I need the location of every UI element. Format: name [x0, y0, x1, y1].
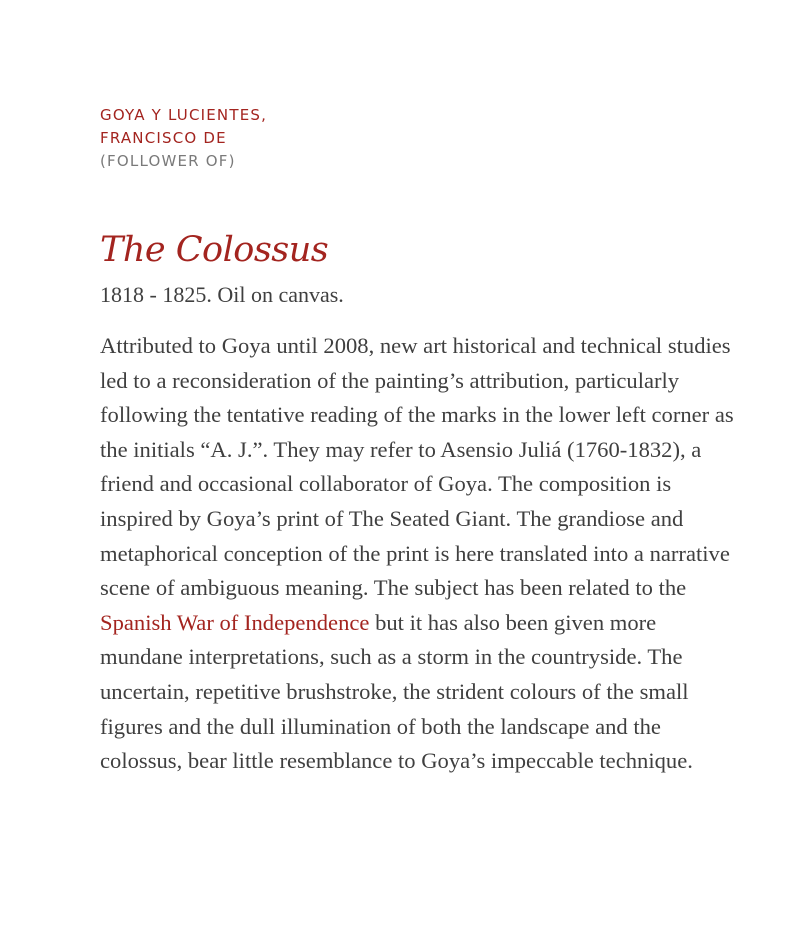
artwork-title: The Colossus — [100, 230, 329, 270]
artwork-date-medium: 1818 - 1825. Oil on canvas. — [100, 282, 344, 307]
artist-name-line-2[interactable]: FRANCISCO DE — [100, 129, 227, 147]
description-text-before-link: Attributed to Goya until 2008, new art historical and technical studies led to a reconsideration of the painting’s attribution, particularly following the tentative reading of the marks in the lower left corner as the initials “A. J.”. They may refer to Asensio Juliá (1760-1832), a friend and occasional collaborator of Goya. The composition is inspired by Goya’s print of The Seated Giant. The grandiose and metaphorical conception of the print is here translated into a narrative scene of ambiguous meaning. The subject has been related to the — [100, 333, 734, 601]
spanish-war-of-independence-link[interactable]: Spanish War of Independence — [100, 609, 370, 635]
artwork-description — [100, 329, 740, 779]
artist-name-line-1[interactable]: GOYA Y LUCIENTES, — [100, 106, 268, 124]
description-text-after-link: but it has also been given more mundane interpretations, such as a storm in the countryside. The uncertain, repetitive brushstroke, the strident colours of the small figures and the dull illumination of both the landscape and the colossus, bear little resemblance to Goya’s impeccable technique. — [100, 609, 693, 774]
artist-qualifier: (FOLLOWER OF) — [100, 152, 236, 170]
artist-block — [100, 104, 740, 173]
artwork-info-panel — [100, 104, 740, 779]
